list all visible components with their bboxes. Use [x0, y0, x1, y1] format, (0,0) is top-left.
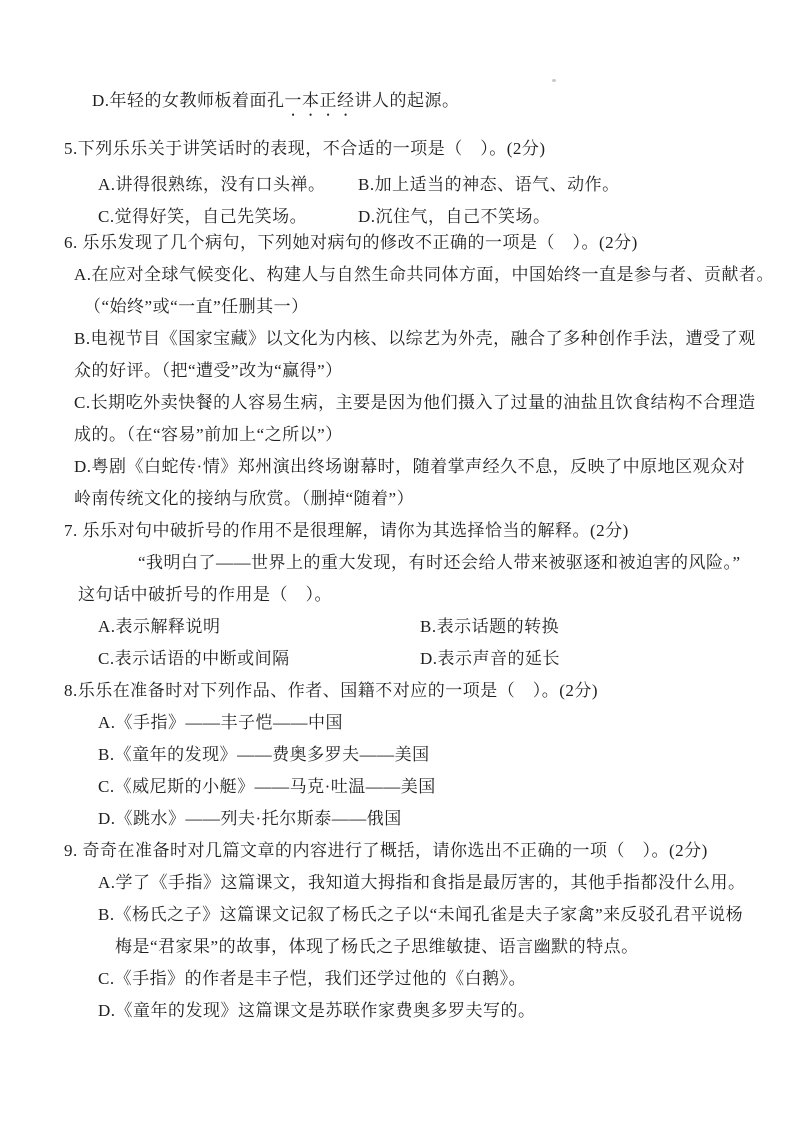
question-7-option-d: D.表示声音的延长 [420, 649, 561, 668]
question-4-option-d-text-pre: D.年轻的女教师板着面孔 [92, 91, 285, 110]
question-7-stem-continued: 这句话中破折号的作用是（ ）。 [78, 585, 332, 604]
question-4-option-d-text-post: 讲人的起源。 [354, 91, 460, 110]
question-8-option-b: B.《童年的发现》——费奥多罗夫——美国 [98, 745, 430, 764]
question-4-option-d-text-emphasized: 一本正经 [284, 91, 355, 110]
question-6-option-d-line-1: D.粤剧《白蛇传·情》郑州演出终场谢幕时，随着掌声经久不息，反映了中原地区观众对 [74, 457, 746, 476]
question-9-option-c: C.《手指》的作者是丰子恺，我们还学过他的《白鹅》。 [98, 969, 527, 988]
question-5-option-d: D.沉住气，自己不笑场。 [358, 207, 551, 226]
question-4-option-d [0, 85, 793, 120]
question-7-quoted-sentence: “我明白了——世界上的重大发现，有时还会给人带来被驱逐和被迫害的风险。” [138, 553, 741, 572]
question-9-option-b-line-1: B.《杨氏之子》这篇课文记叙了杨氏之子以“未闻孔雀是夫子家禽”来反驳孔君平说杨 [98, 905, 744, 924]
question-8-option-a: A.《手指》——丰子恺——中国 [98, 713, 344, 732]
question-6-option-c-line-2: 成的。（在“容易”前加上“之所以”） [74, 425, 343, 444]
question-7-options-row-2 [0, 643, 793, 675]
question-6-option-a-line-1: A.在应对全球气候变化、构建人与自然生命共同体方面，中国始终一直是参与者、贡献者。 [74, 265, 775, 284]
question-9-option-d: D.《童年的发现》这篇课文是苏联作家费奥多罗夫写的。 [98, 1001, 536, 1020]
question-7-options-row-1 [0, 611, 793, 643]
question-6-stem: 6. 乐乐发现了几个病句，下列她对病句的修改不正确的一项是（ ）。(2分) [64, 233, 638, 252]
question-5-option-c: C.觉得好笑，自己先笑场。 [98, 207, 308, 226]
scan-artifact-dot [552, 79, 556, 82]
question-6-option-b-line-2: 众的好评。（把“遭受”改为“赢得”） [74, 361, 343, 380]
question-6-option-b-line-1: B.电视节目《国家宝藏》以文化为内核、以综艺为外壳，融合了多种创作手法，遭受了观 [74, 329, 756, 348]
question-7-option-a: A.表示解释说明 [98, 617, 221, 636]
question-8-option-c: C.《威尼斯的小艇》——马克·吐温——美国 [98, 777, 436, 796]
question-9-option-a: A.学了《手指》这篇课文，我知道大拇指和食指是最厉害的，其他手指都没什么用。 [98, 873, 746, 892]
question-6-option-a-line-2: （“始终”或“一直”任删其一） [84, 297, 309, 316]
question-6-option-d-line-2: 岭南传统文化的接纳与欣赏。（删掉“随着”） [74, 489, 415, 508]
question-7-option-c: C.表示话语的中断或间隔 [98, 649, 290, 668]
question-7-stem: 7. 乐乐对句中破折号的作用不是很理解，请你为其选择恰当的解释。(2分) [64, 521, 629, 540]
question-7-option-b: B.表示话题的转换 [420, 617, 560, 636]
question-5-stem: 5.下列乐乐关于讲笑话时的表现，不合适的一项是（ ）。(2分) [64, 139, 546, 158]
question-5-option-b: B.加上适当的神态、语气、动作。 [358, 175, 620, 194]
question-8-option-d: D.《跳水》——列夫·托尔斯泰——俄国 [98, 809, 402, 828]
question-9-option-b-line-2: 梅是“君家果”的故事，体现了杨氏之子思维敏捷、语言幽默的特点。 [115, 937, 639, 956]
question-5-options-row-1 [0, 169, 793, 201]
question-9-stem: 9. 奇奇在准备时对几篇文章的内容进行了概括，请你选出不正确的一项（ ）。(2分) [64, 841, 708, 860]
question-6-option-c-line-1: C.长期吃外卖快餐的人容易生病，主要是因为他们摄入了过量的油盐且饮食结构不合理造 [74, 393, 756, 412]
question-8-stem: 8.乐乐在准备时对下列作品、作者、国籍不对应的一项是（ ）。(2分) [64, 681, 599, 700]
question-5-option-a: A.讲得很熟练，没有口头禅。 [98, 175, 326, 194]
